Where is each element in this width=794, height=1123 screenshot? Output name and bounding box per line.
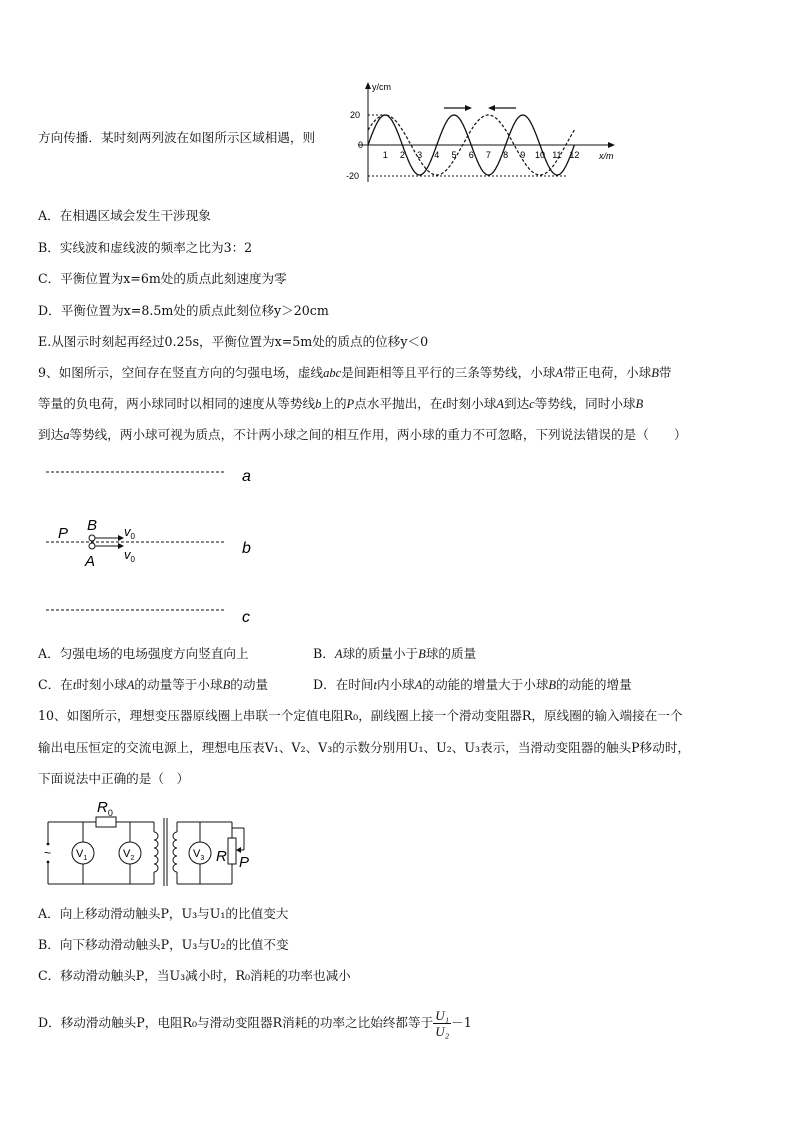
q10-stem-line3: 下面说法中正确的是（ ） [38, 771, 190, 786]
q10-option-a: A．向上移动滑动触头P，U₃与U₁的比值变大 [38, 906, 289, 921]
x-tick-11: 11 [552, 150, 562, 160]
label-R: R [216, 848, 227, 865]
rheostat-R [228, 838, 236, 864]
transformer-circuit [36, 798, 276, 892]
q8-stem-tail: 方向传播．某时刻两列波在如图所示区域相遇，则 [38, 130, 316, 145]
q8-option-a: A．在相遇区域会发生干涉现象 [38, 208, 211, 223]
label-a: a [242, 468, 251, 485]
q8-option-c: C．平衡位置为x=6m处的质点此刻速度为零 [38, 271, 287, 286]
y-tick-20: 20 [350, 110, 361, 120]
label-R0: $R_0$ [97, 799, 113, 818]
svg-text:V2: $V_2$ [123, 848, 135, 862]
v0-label-A: $v_0$ [124, 547, 135, 564]
q10-option-c: C．移动滑动触头P，当U₃减小时，R₀消耗的功率也减小 [38, 968, 351, 983]
y-tick-minus20: -20 [346, 171, 360, 181]
x-tick-6: 6 [468, 150, 474, 160]
ac-source: ~ [44, 846, 52, 860]
x-tick-10: 10 [535, 150, 546, 160]
y-axis-label: y/cm [372, 82, 391, 92]
x-tick-9: 9 [520, 150, 526, 160]
x-tick-12: 12 [569, 150, 580, 160]
x-axis-label: x/m [599, 151, 614, 161]
x-tick-1: 1 [382, 150, 388, 160]
label-A: A [85, 553, 96, 570]
secondary-coil [173, 832, 177, 872]
q9-option-a: A．匀强电场的电场强度方向竖直向上 [38, 646, 249, 661]
label-P: P [239, 854, 250, 871]
svg-text:V3: $V_3$ [193, 848, 205, 862]
x-tick-labels [383, 150, 580, 160]
q10-option-b: B．向下移动滑动触头P，U₃与U₂的比值不变 [38, 937, 289, 952]
origin-label: 0 [358, 140, 364, 150]
q8-option-e: E.从图示时刻起再经过0.25s，平衡位置为x=5m处的质点的位移y＜0 [38, 334, 429, 349]
label-P: P [58, 525, 69, 542]
label-B: B [87, 517, 98, 534]
q9-stem-line2: 等量的负电荷，两小球同时以相同的速度从等势线b上的P点水平抛出，在t时刻小球A到达c等势线，同时小球B [38, 396, 644, 411]
q8-option-d: D．平衡位置为x=8.5m处的质点此刻位移y＞20cm [38, 303, 329, 318]
x-axis-arrow [608, 142, 615, 148]
q10-stem-line2: 输出电压恒定的交流电源上，理想电压表V₁、V₂、V₃的示数分别用U₁、U₂、U₃表示，当滑动变阻器的触头P移动时， [38, 740, 691, 755]
q9-stem-line1: 9、如图所示，空间存在竖直方向的匀强电场，虚线abc是间距相等且平行的三条等势线，小球A带正电荷，小球B带 [38, 365, 672, 380]
q9-option-d: D．在时间t内小球A的动能的增量大于小球B的动能的增量 [313, 677, 632, 692]
ball-A [89, 543, 95, 549]
ball-B [89, 535, 95, 541]
primary-coil [154, 832, 158, 872]
x-tick-5: 5 [451, 150, 457, 160]
v0-label-B: $v_0$ [124, 524, 135, 541]
y-axis-arrow [365, 82, 371, 89]
x-tick-7: 7 [485, 150, 491, 160]
q10-option-d: D．移动滑动触头P，电阻R₀与滑动变阻器R消耗的功率之比始终都等于 $\frac{\text{U₁}}{\text{U₂}}$ －1 [38, 1008, 472, 1039]
x-tick-8: 8 [503, 150, 509, 160]
x-tick-2: 2 [399, 150, 405, 160]
resistor-R0 [96, 817, 116, 827]
svg-text:V1: $V_1$ [76, 848, 88, 862]
q9-option-b: B．A球的质量小于B球的质量 [313, 646, 477, 661]
label-b: b [242, 540, 251, 557]
q10-stem-line1: 10、如图所示，理想变压器原线圈上串联一个定值电阻R₀，副线圈上接一个滑动变阻器R，原线圈的输入端接在一个 [38, 708, 683, 723]
q9-stem-line3: 到达a等势线，两小球可视为质点，不计两小球之间的相互作用，两小球的重力不可忽略，下列说法错误的是（ ） [38, 427, 687, 442]
label-c: c [242, 609, 250, 626]
wave-graph [340, 78, 630, 190]
x-tick-3: 3 [417, 150, 423, 160]
x-tick-4: 4 [434, 150, 440, 160]
q8-option-b: B．实线波和虚线波的频率之比为3：2 [38, 240, 253, 255]
equipotential-figure [40, 460, 280, 630]
fraction-U1-U2: $\frac{\text{U₁}}{\text{U₂}}$ [435, 1008, 450, 1039]
q9-option-c: C．在t时刻小球A的动量等于小球B的动量 [38, 677, 269, 692]
